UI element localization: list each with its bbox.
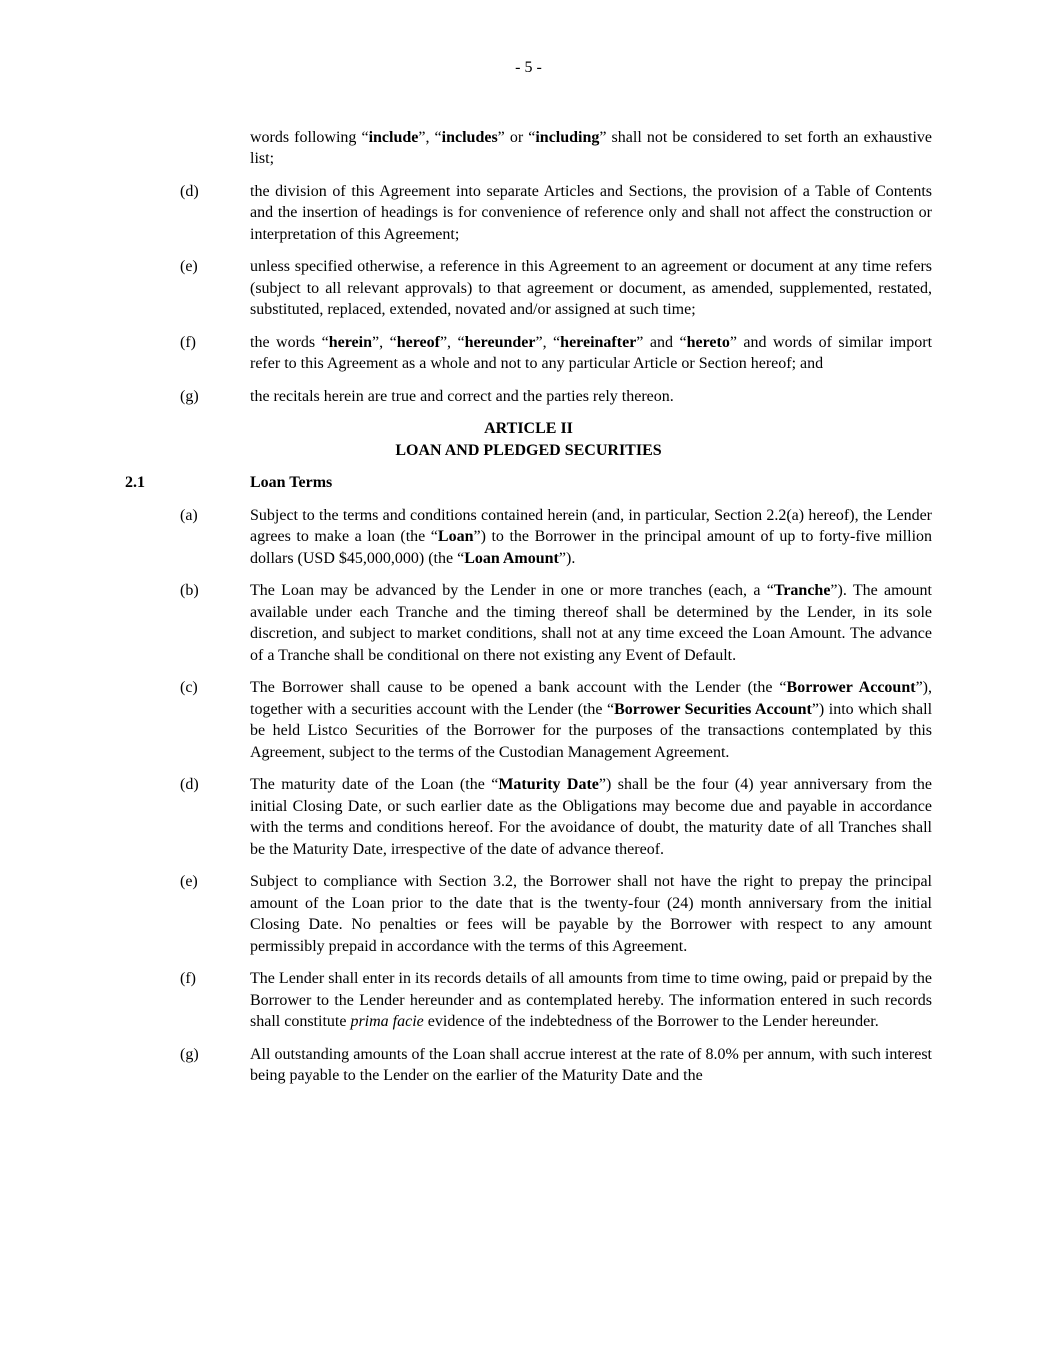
defined-term: including [535, 128, 600, 146]
text-run: evidence of the indebtedness of the Borrower to the Lender hereunder. [423, 1013, 879, 1030]
defined-term: Loan [437, 528, 474, 545]
page-number: - 5 - [515, 59, 542, 76]
text-run: ”, “ [418, 128, 442, 146]
text-run: Subject to the terms and conditions contained herein (and, in particular, Section 2.2(a) hereof), the Lender agrees to make a loan (the “ [250, 506, 932, 545]
clause-text [250, 181, 932, 246]
text-run: Subject to compliance with Section 3.2, the Borrower shall not have the right to prepay the principal amount of the Loan prior to the date that is the twenty-four (24) month anniversary from the initial Closing Date. No penalties or fees will be payable by the Borrower with respect to any amount permissibly prepaid in accordance with the terms of this Agreement. [250, 873, 932, 955]
text-run: unless specified otherwise, a reference in this Agreement to an agreement or document at any time refers (subject to all relevant approvals) to that agreement or document, as amended, supplemented, restated, substituted, replaced, extended, novated and/or assigned at such time; [250, 258, 932, 318]
text-run: All outstanding amounts of the Loan shall accrue interest at the rate of 8.0% per annum, with such interest being payable to the Lender on the earlier of the Maturity Date and the [250, 1045, 932, 1084]
clause [180, 505, 932, 570]
defined-term: Borrower Securities Account [614, 700, 812, 718]
clause-text [250, 774, 932, 860]
text-run: ”, “ [372, 333, 397, 351]
clause [180, 256, 932, 321]
clause [180, 332, 932, 375]
text-run: ”, “ [535, 333, 561, 351]
clause [180, 1044, 932, 1087]
clause-text [250, 505, 932, 570]
section-heading [125, 472, 932, 494]
article-heading-line: ARTICLE II [484, 420, 573, 437]
paragraph-continuation [250, 127, 932, 170]
section-number: 2.1 [125, 474, 145, 491]
clause-label: (g) [180, 387, 199, 405]
clause-label: (a) [180, 506, 198, 524]
text-run: ”), together with a securities account with the Lender (the “ [250, 679, 932, 718]
defined-term: Maturity Date [498, 776, 599, 793]
article-heading-line: LOAN AND PLEDGED SECURITIES [395, 441, 662, 459]
clause-text [250, 871, 932, 957]
clause-label: (d) [180, 182, 199, 200]
defined-term: includes [441, 128, 498, 146]
text-run: ” shall not be considered to set forth an exhaustive list; [250, 128, 933, 167]
clause-label: (e) [180, 258, 198, 275]
text-run: ”) shall be the four (4) year anniversary from the initial Closing Date, or such earlier date as the Obligations may become due and payable in accordance with the terms and conditions hereof. For the avoidance of doubt, the maturity date of all Tranches shall be the Maturity Date, irrespective of the date of advance thereof. [250, 776, 933, 858]
text-run: ”). The amount available under each Tranche and the timing thereof shall be determined by the Lender, in its sole discretion, and subject to market conditions, shall not at any time exceed the Loan Amount. The advance of a Tranche shall be conditional on there not existing any Event of Default. [250, 582, 932, 664]
clause [180, 580, 932, 666]
article-heading [125, 418, 932, 461]
defined-term: Borrower Account [786, 679, 916, 696]
clause [180, 677, 932, 763]
text-run: ” and “ [636, 333, 687, 351]
defined-term: hereof [396, 333, 440, 351]
text-run: ”). [558, 549, 576, 567]
text-run: The maturity date of the Loan (the “ [250, 776, 499, 793]
section-title: Loan Terms [250, 474, 333, 491]
clause-text [250, 386, 932, 408]
text-run: the division of this Agreement into separate Articles and Sections, the provision of a Table of Contents and the insertion of headings is for convenience of reference only and shall not affect the construction or interpretation of this Agreement; [250, 182, 932, 243]
defined-term: Tranche [773, 582, 831, 599]
text-run: The Lender shall enter in its records details of all amounts from time to time owing, paid or prepaid by the Borrower to the Lender hereunder and as contemplated hereby. The information entered in such records shall constitute [250, 970, 932, 1030]
defined-term: hereinafter [560, 333, 637, 351]
clause [180, 774, 932, 860]
text-run: ”, “ [439, 333, 465, 351]
clause-text [250, 580, 932, 666]
defined-term: herein [328, 333, 372, 351]
clause-text [250, 332, 932, 375]
text-run: the words “ [250, 333, 329, 351]
clause-label: (d) [180, 776, 199, 793]
defined-term: hereto [686, 333, 730, 351]
defined-term: Loan Amount [464, 549, 559, 567]
text-run: The Loan may be advanced by the Lender in one or more tranches (each, a “ [250, 582, 774, 599]
clause-label: (e) [180, 873, 198, 890]
clause-label: (g) [180, 1045, 199, 1063]
clause-label: (b) [180, 582, 199, 599]
text-run: ”) into which shall be held Listco Securities of the Borrower for the purposes of the transactions contemplated by this Agreement, subject to the terms of the Custodian Management Agreement. [250, 700, 933, 761]
document-body [0, 127, 1055, 1087]
text-run: The Borrower shall cause to be opened a bank account with the Lender (the “ [250, 679, 787, 696]
clause-label: (c) [180, 679, 198, 696]
clause-text [250, 256, 932, 321]
clause [180, 871, 932, 957]
clause-text [250, 677, 932, 763]
defined-term: hereunder [464, 333, 536, 351]
defined-term: include [368, 128, 419, 146]
text-run: ” or “ [497, 128, 536, 146]
clause [180, 386, 932, 408]
italic-phrase: prima facie [350, 1013, 424, 1030]
clause-text [250, 968, 932, 1033]
text-run: the recitals herein are true and correct and the parties rely thereon. [250, 387, 674, 405]
clause-label: (f) [180, 970, 196, 987]
text-run: words following “ [250, 128, 369, 146]
clause [180, 968, 932, 1033]
clause-label: (f) [180, 333, 196, 351]
text-run: ”) to the Borrower in the principal amount of up to forty-five million dollars (USD $45,000,000) (the “ [250, 528, 933, 567]
clause [180, 181, 932, 246]
clause-text [250, 1044, 932, 1087]
text-run: ” and words of similar import refer to this Agreement as a whole and not to any particular Article or Section hereof; and [250, 333, 933, 372]
